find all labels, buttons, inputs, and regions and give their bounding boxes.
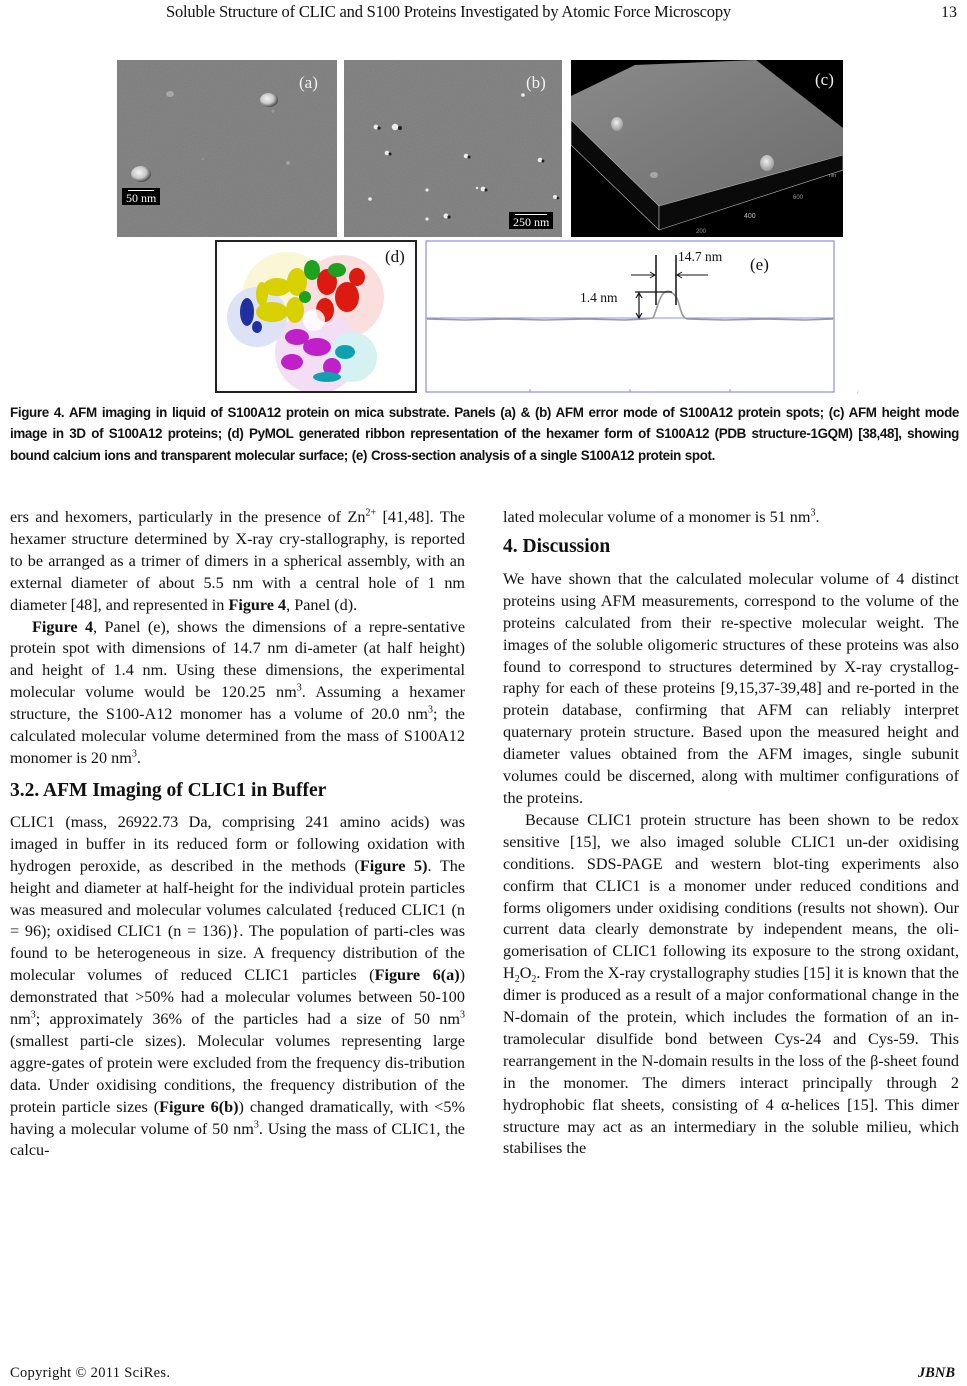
section-heading: 3.2. AFM Imaging of CLIC1 in Buffer [10, 779, 327, 801]
scale-bar-label: 250 nm [513, 215, 550, 229]
figure-panel-b [344, 60, 562, 237]
figure-reference: Figure 6(a) [374, 966, 460, 985]
superscript: 3 [428, 704, 434, 716]
text-run: , Panel (d). [286, 595, 358, 614]
text-run: (smallest parti-cle sizes). Molecular volumes representing large aggre-gates of protein were excluded from the frequency dis-tribution data. Under oxidising conditions, the frequency distribution of the protein particle sizes ( [10, 1031, 465, 1116]
figure-caption [10, 402, 959, 466]
profile-frame [426, 241, 834, 392]
text-run: CLIC1 (mass, 26922.73 Da, comprising 241 amino acids) was imaged in buffer in its reduced form or following oxidation with hydrogen peroxide, as described in the methods ( [10, 812, 465, 875]
central-hole [303, 309, 325, 331]
panel-label-a: (a) [299, 73, 318, 92]
text-run: . [136, 748, 141, 767]
superscript: 3 [810, 507, 816, 519]
figure-panel-d [215, 240, 417, 393]
figure-reference: Figure 4 [228, 595, 287, 614]
text-run: . [815, 508, 820, 526]
axis-unit-label: nm [829, 173, 836, 179]
figure-reference: Figure 6(b) [159, 1097, 239, 1116]
width-annotation: 14.7 nm [678, 249, 723, 264]
section-heading: 4. Discussion [503, 535, 611, 557]
text-run: . Using the mass of CLIC1, the calcu- [10, 1119, 465, 1160]
superscript: 3 [253, 1119, 259, 1131]
cross-section-profile [425, 240, 844, 395]
protein-bump [760, 155, 774, 171]
protein-bump [650, 172, 658, 178]
panel-label-e: (e) [750, 255, 769, 274]
figure-panel-c [571, 60, 843, 237]
superscript: 3 [460, 1009, 465, 1021]
figure-panel-a [117, 60, 337, 237]
superscript: 3 [30, 1009, 36, 1021]
panel-label-d: (d) [385, 247, 405, 266]
text-run: ; the calculated molecular volume determined from the mass of S100A12 monomer is 20 nm [10, 705, 465, 767]
corner-mark: ′ [857, 390, 859, 399]
text-run: lated molecular volume of a monomer is 51 nm [503, 508, 811, 526]
axis-tick-label: 600 [793, 195, 804, 201]
text-run: ers and hexomers, particularly in the presence of Zn [10, 508, 366, 526]
figure-panel-e [425, 240, 844, 395]
page-number: 13 [941, 4, 957, 21]
panel-label-b: (b) [526, 73, 546, 92]
figure-reference: Figure 5) [359, 856, 428, 875]
scale-bar-label: 50 nm [126, 191, 157, 205]
figure-reference: Figure 4 [32, 617, 94, 636]
right-column [503, 507, 959, 1160]
text-run: Because CLIC1 protein structure has been shown to be redox sensitive [15], we also imaged soluble CLIC1 un-der oxidising conditions. SDS-PAGE and western blot-ting experiments also confirm that CLIC1 is a monomer under reduced conditions and forms oligomers under oxidising conditions (results not shown). Our current data clearly demonstrate by independent means, the oli-gomerisation of CLIC1 following its exposure to the strong oxidant, H [503, 810, 959, 983]
scale-bar-a [122, 188, 160, 205]
superscript: 3 [296, 682, 302, 694]
caption-label: Figure 4. [10, 405, 65, 420]
paragraph [10, 812, 465, 1163]
axis-tick-label: 200 [696, 229, 707, 235]
journal-abbreviation: JBNB [917, 1365, 955, 1381]
text-run: ) demonstrated that >50% had a molecular volumes between 50-100 nm [10, 966, 465, 1029]
text-run: ; approximately 36% of the particles had a size of 50 nm [35, 1010, 460, 1029]
running-title: Soluble Structure of CLIC and S100 Proteins Investigated by Atomic Force Microscopy [166, 2, 731, 21]
subscript: 2 [531, 974, 537, 986]
text-run: O [519, 964, 532, 983]
subscript: 2 [514, 974, 520, 986]
text-run: . The height and diameter at half-height for the individual protein particles was measured and molecular volumes calculated {reduced CLIC1 (n = 96); oxidised CLIC1 (n = 136)}. The population of parti-cles was found to be heterogeneous in size. A frequency distribution of the molecular volumes of reduced CLIC1 particles ( [10, 856, 466, 985]
text-run: . From the X-ray crystallography studies [15] it is known that the dimer is produced as a result of a major conformational change in the N-domain of the protein, which includes the formation of an in-tramolecular disulfide bond between Cys-24 and Cys-59. This rearrangement in the N-domain results in the loss of the β-sheet found in the monomer. The dimers interact principally through 2 hydrophobic flat sheets, consisting of 4 α-helices [15]. This dimer structure may act as an intermediary in the soluble milieu, which stabilises the [503, 964, 959, 1158]
copyright-notice: Copyright © 2011 SciRes. [10, 1365, 171, 1381]
protein-spot [260, 93, 278, 107]
paragraph: We have shown that the calculated molecular volume of 4 distinct proteins using AFM measurements, correspond to the volume of the proteins calculated from their re-spective molecular weight. The images of the soluble oligomeric structures of these proteins was also found to correspond to structures determined by X-ray crystallog-raphy for each of these proteins [9,15,37-39,48] and re-ported in the protein database, confirming that AFM can reliably interpret quaternary protein structure. Based upon the measured height and diameter values obtained from the AFM images, single subunit volumes could be discerned, along with multimer configurations of the proteins. [503, 569, 959, 807]
text-run: , Panel (e), shows the dimensions of a repre-sentative protein spot with dimensions of 14.7 nm di-ameter (at half height) and height of 1.4 nm. Using these dimensions, the experimental molecular volume would be 120.25 nm [10, 617, 466, 702]
text-run: ) changed dramatically, with <5% having a molecular volume of 50 nm [10, 1097, 465, 1138]
text-run: [41,48]. The hexamer structure determined by X-ray cry-stallography, is reported to be arranged as a trimer of dimers in a spherical assembly, with an external diameter of about 5.5 nm with a central hole of 1 nm diameter [48], and represented in [10, 508, 465, 614]
left-column [10, 507, 465, 1162]
protein-spot [166, 91, 174, 97]
superscript: 2+ [365, 507, 377, 519]
superscript: 3 [131, 748, 137, 760]
text-run: . Assuming a hexamer structure, the S100-A12 monomer has a volume of 20.0 nm [10, 683, 465, 724]
paragraph [10, 617, 465, 770]
protein-bump [611, 117, 623, 131]
axis-tick-label: 400 [744, 213, 756, 220]
afm-3d-image-c [571, 60, 843, 237]
scale-bar-b [509, 212, 553, 229]
page-footer [0, 1365, 967, 1385]
paragraph [503, 810, 959, 1161]
protein-spot [131, 166, 151, 182]
panel-label-c: (c) [815, 70, 834, 89]
figure-4 [0, 0, 967, 400]
profile-line [427, 291, 833, 320]
height-annotation: 1.4 nm [580, 290, 618, 305]
paragraph [503, 507, 959, 529]
caption-text: AFM imaging in liquid of S100A12 protein on mica substrate. Panels (a) & (b) AFM error mode of S100A12 protein spots; (c) AFM height mode image in 3D of S100A12 proteins; (d) PyMOL generated ribbon representation of the hexamer form of S100A12 (PDB structure-1GQM) [38,48], showing bound calcium ions and transparent molecular surface; (e) Cross-section analysis of a single S100A12 protein spot. [10, 405, 960, 463]
paragraph [10, 507, 465, 617]
